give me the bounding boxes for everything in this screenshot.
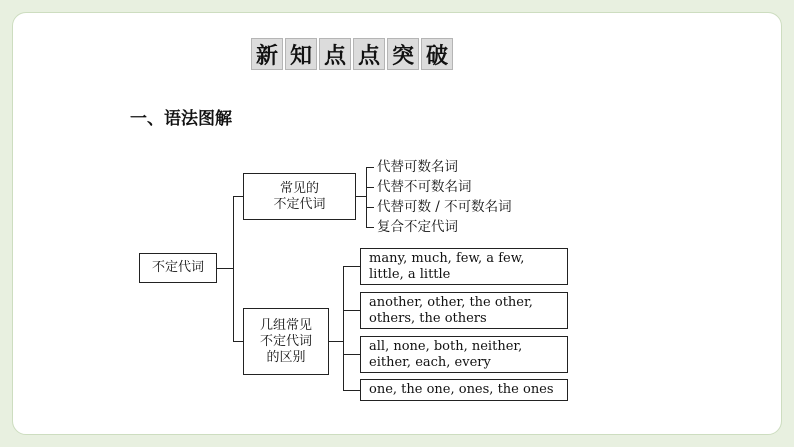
pronoun-group-line: one, the one, ones, the ones xyxy=(369,382,554,397)
title-char: 点 xyxy=(319,38,351,70)
pronoun-group-line: another, other, the other, xyxy=(369,294,533,310)
pronoun-group xyxy=(360,379,568,401)
connector xyxy=(233,196,243,197)
branch-label: 几组常见 xyxy=(259,317,312,333)
usage-item: 代替可数名词 xyxy=(377,159,458,175)
pronoun-group-line: either, each, every xyxy=(369,354,491,370)
branch-common-pronouns xyxy=(243,173,356,220)
pronoun-group-line: all, none, both, neither, xyxy=(369,338,523,354)
pronoun-group-line: others, the others xyxy=(369,310,487,326)
connector xyxy=(343,266,360,267)
branch-label: 不定代词 xyxy=(259,333,312,349)
pronoun-group-line: little, a little xyxy=(369,266,451,282)
connector xyxy=(329,341,343,342)
title-char: 新 xyxy=(251,38,283,70)
root-node xyxy=(139,253,217,283)
connector xyxy=(343,390,360,391)
title-char: 破 xyxy=(421,38,453,70)
usage-item: 代替不可数名词 xyxy=(377,179,472,195)
connector xyxy=(343,354,360,355)
connector xyxy=(366,167,367,227)
page-title xyxy=(251,38,453,70)
branch-pronoun-distinctions xyxy=(243,308,329,375)
connector xyxy=(343,310,360,311)
connector xyxy=(366,167,374,168)
branch-label: 常见的 xyxy=(279,180,319,196)
connector xyxy=(233,196,234,341)
connector xyxy=(366,227,374,228)
connector xyxy=(217,268,234,269)
usage-item: 代替可数 / 不可数名词 xyxy=(377,199,512,215)
section-heading: 一、语法图解 xyxy=(130,109,232,129)
title-char: 知 xyxy=(285,38,317,70)
pronoun-group-line: many, much, few, a few, xyxy=(369,250,525,266)
connector xyxy=(343,266,344,390)
connector xyxy=(366,187,374,188)
pronoun-group xyxy=(360,292,568,329)
pronoun-group xyxy=(360,248,568,285)
title-char: 点 xyxy=(353,38,385,70)
usage-item: 复合不定代词 xyxy=(377,219,458,235)
connector xyxy=(366,207,374,208)
branch-label: 的区别 xyxy=(266,349,306,365)
title-char: 突 xyxy=(387,38,419,70)
connector xyxy=(233,341,243,342)
root-label: 不定代词 xyxy=(151,260,204,275)
pronoun-group xyxy=(360,336,568,373)
connector xyxy=(356,196,366,197)
branch-label: 不定代词 xyxy=(273,196,326,212)
